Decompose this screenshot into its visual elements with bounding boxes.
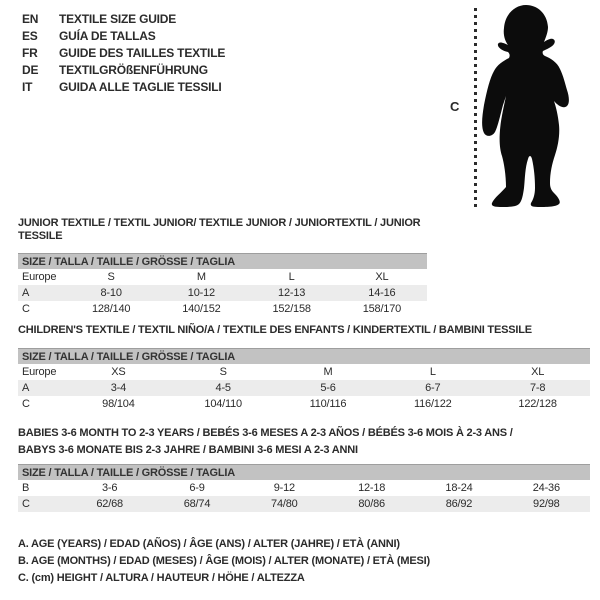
size-cell-value: 80/86	[358, 498, 385, 510]
measurement-legend	[18, 536, 430, 587]
size-cell-value: 9-12	[273, 482, 295, 494]
junior-size-table	[18, 269, 427, 317]
legend-line-b: B. AGE (MONTHS) / EDAD (MESES) / ÂGE (MOIS) / ALTER (MONATE) / ETÀ (MESI)	[18, 555, 430, 567]
table-title-line2: BABYS 3-6 MONATE BIS 2-3 JAHRE / BAMBINI 3-6 MESI A 2-3 ANNI	[18, 444, 358, 456]
babies-textile-section	[18, 425, 590, 512]
language-code: IT	[22, 80, 33, 94]
size-cell-value: 5-6	[320, 382, 336, 394]
children-textile-section	[18, 324, 590, 412]
row-label: C	[22, 398, 30, 410]
size-cell-value: 86/92	[445, 498, 473, 510]
size-cell-value: XS	[111, 366, 126, 378]
size-cell-value: 24-36	[532, 482, 560, 494]
baby-silhouette-figure	[479, 4, 599, 209]
size-cell-value: M	[323, 366, 333, 378]
language-title-list	[22, 11, 225, 96]
table-title: BABIES 3-6 MONTH TO 2-3 YEARS / BEBÉS 3-6 MESES A 2-3 AÑOS / BÉBÉS 3-6 MOIS À 2-3 ANS /	[18, 427, 513, 439]
size-cell-value: L	[429, 366, 436, 378]
language-row	[22, 62, 225, 79]
row-label: B	[22, 482, 30, 494]
size-cell-value: XL	[375, 271, 389, 283]
baby-silhouette-path	[482, 5, 569, 207]
language-row	[22, 11, 225, 28]
table-row	[18, 364, 590, 380]
guide-title-text: TEXTILE SIZE GUIDE	[59, 12, 177, 26]
row-label: Europe	[22, 366, 57, 378]
size-cell-value: 6-9	[189, 482, 205, 494]
legend-line-c: C. (cm) HEIGHT / ALTURA / HAUTEUR / HÖHE / ALTEZZA	[18, 572, 305, 584]
size-cell-value: 68/74	[183, 498, 211, 510]
babies-size-table	[18, 480, 590, 512]
row-label: Europe	[22, 271, 57, 283]
size-cell-value: 74/80	[271, 498, 298, 510]
guide-title-text: GUÍA DE TALLAS	[59, 29, 156, 43]
row-label: A	[22, 287, 30, 299]
size-cell-value: XL	[531, 366, 545, 378]
language-row	[22, 28, 225, 45]
legend-line-a: A. AGE (YEARS) / EDAD (AÑOS) / ÂGE (ANS) / ALTER (JAHRE) / ETÀ (ANNI)	[18, 538, 400, 550]
language-code: EN	[22, 12, 39, 26]
height-marker-label: C	[450, 99, 460, 114]
size-cell-value: S	[107, 271, 115, 283]
table-row	[18, 301, 427, 317]
table-row	[18, 285, 427, 301]
table-row	[18, 269, 427, 285]
size-header-bar: SIZE / TALLA / TAILLE / GRÖSSE / TAGLIA	[18, 464, 590, 480]
table-row	[18, 396, 590, 412]
size-cell-value: 12-18	[358, 482, 386, 494]
table-row	[18, 496, 590, 512]
row-label: C	[22, 498, 30, 510]
guide-title-text: TEXTILGRÖßENFÜHRUNG	[59, 63, 208, 77]
size-cell-value: 140/152	[182, 303, 221, 315]
guide-title-text: GUIDA ALLE TAGLIE TESSILI	[59, 80, 222, 94]
size-cell-value: 10-12	[187, 287, 215, 299]
size-cell-value: 7-8	[529, 382, 546, 394]
table-title: JUNIOR TEXTILE / TEXTIL JUNIOR/ TEXTILE JUNIOR / JUNIORTEXTIL / JUNIOR TESSILE	[18, 217, 421, 242]
size-cell-value: 14-16	[368, 287, 396, 299]
height-measure-dashed-line	[474, 8, 477, 207]
size-cell-value: S	[219, 366, 227, 378]
size-cell-value: 4-5	[215, 382, 231, 394]
guide-title-text: GUIDE DES TAILLES TEXTILE	[59, 46, 226, 60]
size-cell-value: 128/140	[91, 303, 131, 315]
table-row	[18, 380, 590, 396]
size-cell-value: 3-6	[102, 482, 118, 494]
row-label: A	[22, 382, 30, 394]
size-cell-value: 110/116	[309, 398, 347, 410]
size-cell-value: 18-24	[445, 482, 473, 494]
size-cell-value: 104/110	[204, 398, 242, 410]
language-row	[22, 45, 225, 62]
junior-textile-section	[18, 217, 427, 317]
size-cell-value: 116/122	[414, 398, 452, 410]
size-cell-value: 92/98	[533, 498, 560, 510]
size-cell-value: 62/68	[96, 498, 123, 510]
size-cell-value: 122/128	[518, 398, 557, 410]
size-cell-value: 98/104	[102, 398, 135, 410]
size-cell-value: 8-10	[100, 287, 122, 299]
language-row	[22, 79, 225, 96]
size-cell-value: 12-13	[278, 287, 306, 299]
table-row	[18, 480, 590, 496]
children-size-table	[18, 364, 590, 412]
size-cell-value: 6-7	[425, 382, 441, 394]
size-cell-value: M	[196, 271, 206, 283]
size-cell-value: 152/158	[272, 303, 311, 315]
table-title: CHILDREN'S TEXTILE / TEXTIL NIÑO/A / TEXTILE DES ENFANTS / KINDERTEXTIL / BAMBINI TESSILE	[18, 324, 532, 336]
language-code: DE	[22, 63, 39, 77]
size-header-bar: SIZE / TALLA / TAILLE / GRÖSSE / TAGLIA	[18, 253, 427, 269]
size-cell-value: 3-4	[110, 382, 127, 394]
size-header-bar: SIZE / TALLA / TAILLE / GRÖSSE / TAGLIA	[18, 348, 590, 364]
language-code: ES	[22, 29, 38, 43]
language-code: FR	[22, 46, 38, 60]
row-label: C	[22, 303, 30, 315]
size-cell-value: 158/170	[362, 303, 402, 315]
size-cell-value: L	[288, 271, 295, 283]
